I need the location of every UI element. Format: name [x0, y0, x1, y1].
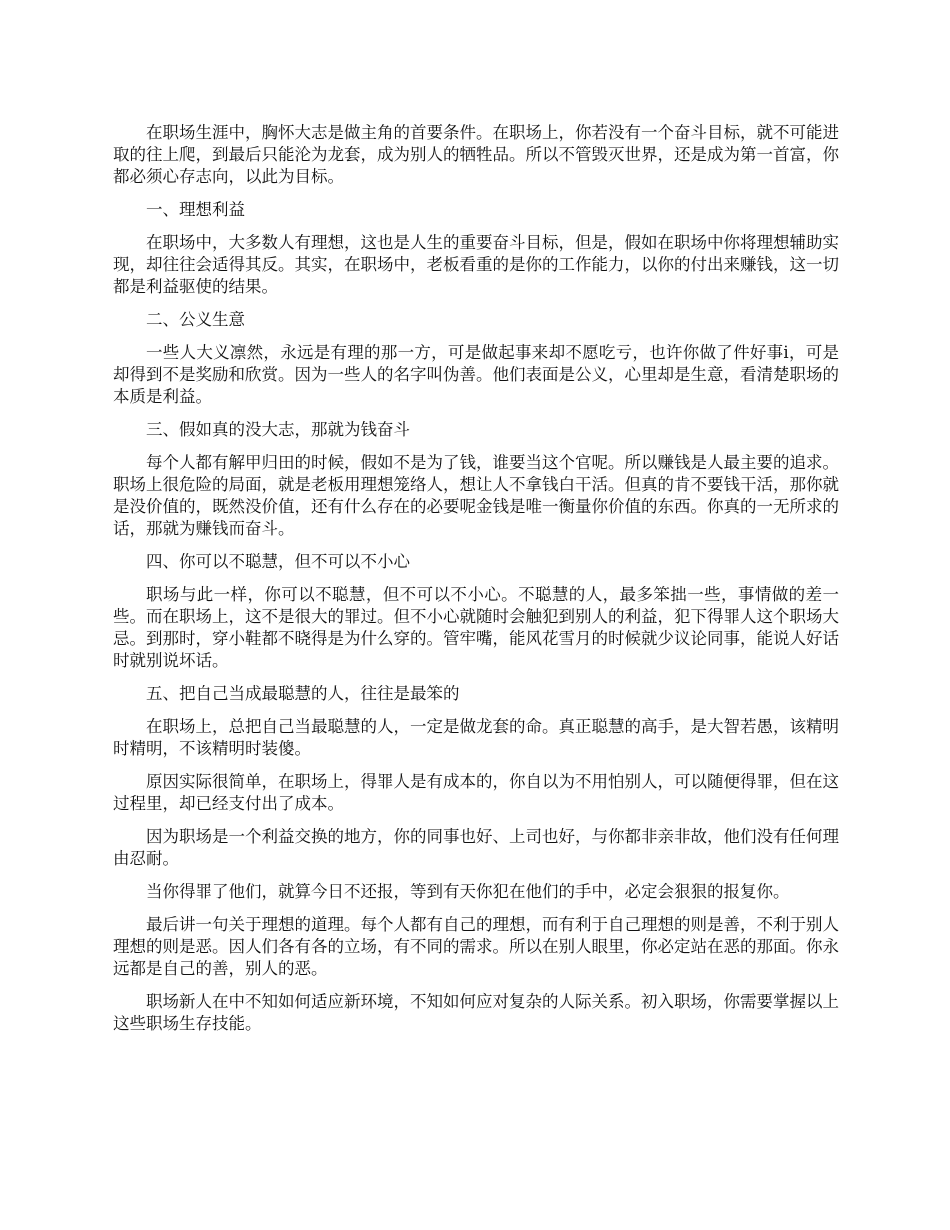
- section-5-paragraph-4: 当你得罪了他们，就算今日不还报，等到有天你犯在他们的手中，必定会狠狠的报复你。: [146, 882, 790, 901]
- closing-paragraph-2: 职场新人在中不知如何适应新环境，不知如何应对复杂的人际关系。初入职场，你需要掌握以上这些职场生存技能。: [113, 992, 839, 1033]
- section-1-paragraph: 在职场中，大多数人有理想，这也是人生的重要奋斗目标，但是，假如在职场中你将理想辅助实现，却往往会适得其反。其实，在职场中，老板看重的是你的工作能力，以你的付出来赚钱，这一切都是利益驱使的结果。: [113, 233, 839, 296]
- section-2-paragraph: 一些人大义凛然，永远是有理的那一方，可是做起事来却不愿吃亏，也许你做了件好事i，可是却得到不是奖励和欣赏。因为一些人的名字叫伪善。他们表面是公义，心里却是生意，看清楚职场的本质是利益。: [113, 343, 839, 406]
- section-4-paragraph: 职场与此一样，你可以不聪慧，但不可以不小心。不聪慧的人，最多笨拙一些，事情做的差一些。而在职场上，这不是很大的罪过。但不小心就随时会触犯到别人的利益，犯下得罪人这个职场大忌。到那时，穿小鞋都不晓得是为什么穿的。管牢嘴，能风花雪月的时候就少议论同事，能说人好话时就别说坏话。: [113, 585, 839, 670]
- section-heading-1: 一、理想利益: [146, 200, 245, 219]
- section-5-paragraph-2: 原因实际很简单，在职场上，得罪人是有成本的，你自以为不用怕别人，可以随便得罪，但在这过程里，却已经支付出了成本。: [113, 772, 839, 813]
- section-heading-3: 三、假如真的没大志，那就为钱奋斗: [146, 420, 410, 439]
- section-heading-5: 五、把自己当成最聪慧的人，往往是最笨的: [146, 684, 460, 703]
- section-heading-2: 二、公义生意: [146, 310, 245, 329]
- intro-paragraph: 在职场生涯中，胸怀大志是做主角的首要条件。在职场上，你若没有一个奋斗目标，就不可能进取的往上爬，到最后只能沦为龙套，成为别人的牺牲品。所以不管毁灭世界，还是成为第一首富，你都必须心存志向，以此为目标。: [113, 123, 839, 186]
- section-heading-4: 四、你可以不聪慧，但不可以不小心: [146, 552, 410, 571]
- section-3-paragraph: 每个人都有解甲归田的时候，假如不是为了钱，谁要当这个官呢。所以赚钱是人最主要的追求。职场上很危险的局面，就是老板用理想笼络人，想让人不拿钱白干活。但真的肯不要钱干活，那你就是没价值的，既然没价值，还有什么存在的必要呢金钱是唯一衡量你价值的东西。你真的一无所求的话，那就为赚钱而奋斗。: [113, 453, 839, 538]
- document-body: [113, 122, 839, 1046]
- section-5-paragraph-1: 在职场上，总把自己当最聪慧的人，一定是做龙套的命。真正聪慧的高手，是大智若愚，该精明时精明，不该精明时装傻。: [113, 717, 839, 758]
- section-5-paragraph-3: 因为职场是一个利益交换的地方，你的同事也好、上司也好，与你都非亲非故，他们没有任何理由忍耐。: [113, 827, 839, 868]
- closing-paragraph-1: 最后讲一句关于理想的道理。每个人都有自己的理想，而有利于自己理想的则是善，不利于别人理想的则是恶。因人们各有各的立场，有不同的需求。所以在别人眼里，你必定站在恶的那面。你永远都是自己的善，别人的恶。: [113, 915, 839, 978]
